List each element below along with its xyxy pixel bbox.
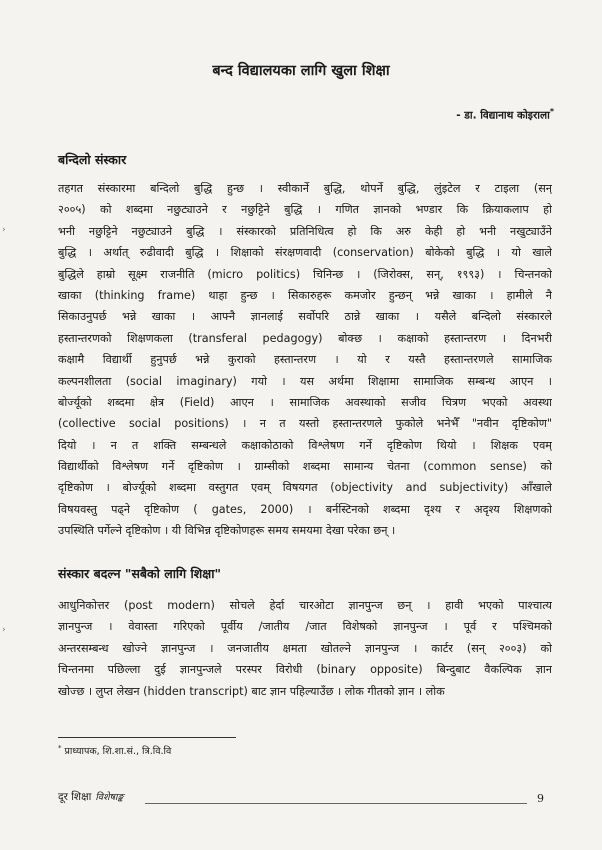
author-name: - डा. विद्यानाथ कोइराला — [456, 109, 550, 122]
margin-mark: › — [2, 625, 6, 635]
section-heading-1: बन्दिलो संस्कार — [58, 152, 127, 167]
text-line: २००५) को शब्दमा नछुट्याउने र नछुट्टिने बुद्धि । गणित ज्ञानको भण्डार कि क्रियाकलाप हो — [58, 203, 552, 217]
author-footnote-mark: * — [549, 107, 554, 116]
text-line: खाका (thinking frame) थाहा हुन्छ । सिकारुहरू कमजोर हुन्छन् भन्ने खाका । हामीले नै — [58, 288, 552, 302]
text-line: चिन्तनमा पछिल्ला दुई ज्ञानपुन्जले परस्पर विरोधी (binary opposite) बिन्दुबाट वैकल्पिक ज्ञान — [58, 663, 552, 677]
text-line: तहगत संस्कारमा बन्दिलो बुद्धि हुन्छ । स्वीकार्ने बुद्धि, थोपर्ने बुद्धि, लुंइटेल र टाइला (सन् — [58, 182, 552, 195]
author-line — [456, 107, 554, 123]
footnote-rule — [58, 737, 236, 738]
page-number: 9 — [537, 792, 544, 805]
text-line: विद्यार्थीको विश्लेषण गर्ने दृष्टिकोण । ग्राम्सीको शब्दमा सामान्य चेतना (common sense) को — [58, 460, 552, 474]
section-2-paragraph — [58, 595, 552, 702]
footnote — [58, 744, 171, 757]
text-line: ज्ञानपुन्ज । वेवास्ता गरिएको पूर्वीय /जातीय /जात विशेषको ज्ञानपुन्ज । पूर्व र पश्चिमको — [58, 620, 552, 634]
text-line: बुद्धि । अर्थात् रुढीवादी बुद्धि । शिक्षाको संरक्षणवादी (conservation) बोकेको बुद्धि । यो खाले — [58, 246, 552, 260]
footnote-text: प्राध्यापक, शि.शा.सं., त्रि.वि.वि — [64, 746, 172, 758]
running-footer — [58, 790, 124, 804]
text-line: भनी नछुट्टिने नछुट्याउने बुद्धि । संस्कारको प्रतिनिधित्व हो कि अरु केही हो भनी नखुट्याउँने — [58, 224, 552, 238]
section-1-paragraph — [58, 178, 552, 542]
text-line: कक्षामै विद्यार्थी हुनुपर्छ भन्ने कुराको हस्तान्तरण । यो र यस्तै हस्तान्तरणले सामाजिक — [58, 353, 552, 367]
text-line: उपस्थिति पर्गेल्ने दृष्टिकोण । यी विभिन्न दृष्टिकोणहरू समय समयमा देखा परेका छन् । — [58, 524, 396, 538]
margin-mark: › — [2, 225, 6, 235]
article-title: बन्द विद्यालयका लागि खुला शिक्षा — [212, 63, 390, 79]
text-line: दियो । न त शक्ति सम्बन्धले कक्षाकोठाको विश्लेषण गर्ने दृष्टिकोण थियो । शिक्षक एवम् — [58, 438, 552, 452]
section-heading-2: संस्कार बदल्न "सबैको लागि शिक्षा" — [58, 566, 222, 581]
special-issue-label: विशेषाङ्क — [95, 792, 124, 803]
footnote-mark: * — [58, 744, 62, 752]
text-line: कल्पनशीलता (social imaginary) गयो । यस अर्थमा शिक्षामा सामाजिक सम्बन्ध आएन । — [58, 374, 552, 388]
text-line: सिकाउनुपर्छ भन्ने खाका । आफ्नै ज्ञानलाई सर्वोपरि ठान्ने खाका । यसैले बन्दिलो संस्कारले — [58, 310, 552, 324]
text-line: (collective social positions) । न त यस्तो हस्तान्तरणले फुकोले भनेभैँ "नवीन दृष्टिकोण" — [58, 417, 552, 431]
text-line: दृष्टिकोण । बोर्ज्यूको शब्दमा वस्तुगत एवम् विषयगत (objectivity and subjectivity) आँखाले — [58, 481, 552, 495]
text-line: आधुनिकोत्तर (post modern) सोचले हेर्दा चारओटा ज्ञानपुन्ज छन् । हावी भएको पाश्चात्य — [58, 599, 552, 612]
footer-rule — [145, 803, 527, 804]
text-line: बुद्धिले हाम्रो सूक्ष्म राजनीति (micro politics) चिनिन्छ । (जिरोक्स, सन्, १९९३) । चिन्तनको — [58, 267, 552, 281]
text-line: बोर्ज्यूको शब्दमा क्षेत्र (Field) आएन । सामाजिक अवस्थाको सजीव चित्रण भएको अवस्था — [58, 395, 552, 409]
text-line: हस्तान्तरणको शिक्षणकला (transferal pedagogy) बोक्छ । कक्षाको हस्तान्तरण । दिनभरी — [58, 331, 552, 345]
journal-name: दूर शिक्षा — [58, 791, 92, 803]
text-line: अन्तरसम्बन्ध खोज्ने ज्ञानपुन्ज । जनजातीय क्षमता खोतल्ने ज्ञानपुन्ज । कार्टर (सन् २००३) को — [58, 641, 552, 655]
text-line: विषयवस्तु पढ्ने दृष्टिकोण ( gates, 2000) । बर्नस्टिनको शब्दमा दृश्य र अदृश्य शिक्षणको — [58, 502, 552, 516]
text-line: खोज्छ । लुप्त लेखन (hidden transcript) बाट ज्ञान पहिल्याउँछ । लोक गीतको ज्ञान । लोक — [58, 684, 445, 698]
